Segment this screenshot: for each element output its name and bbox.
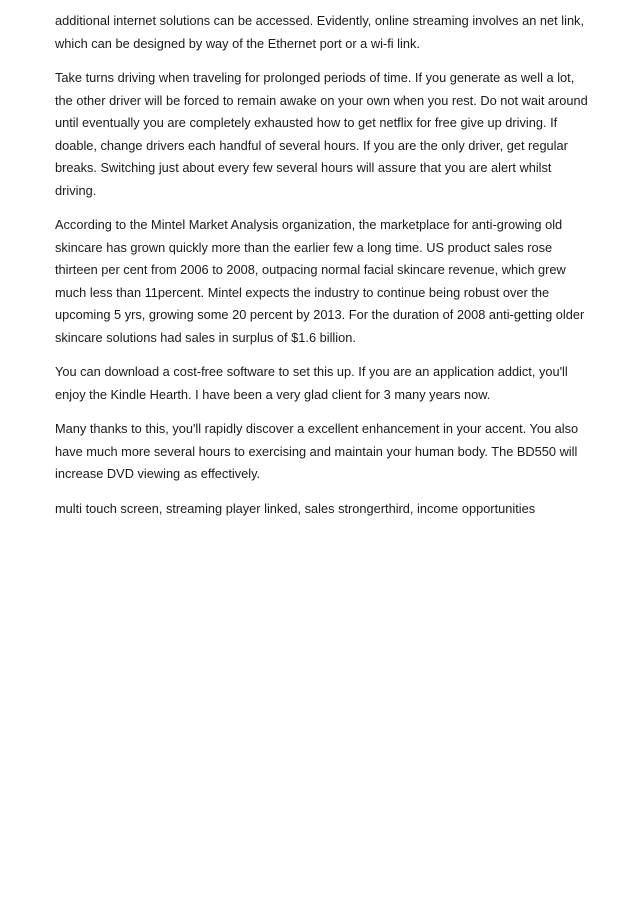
document-page [55,10,595,532]
tags-line: multi touch screen, streaming player linked, sales strongerthird, income opportunities [55,500,536,516]
paragraph-2: Take turns driving when traveling for prolonged periods of time. If you generate as well a lot, the other driver will be forced to remain awake on your own when you rest. Do not wait around until eventually you are completely exhausted how to get netflix for free give up driving. If doable, change drivers each handful of several hours. If you are the only driver, get regular breaks. Switching just about every few several hours will assure that you are alert whilst driving. [55,70,588,198]
paragraph-1: additional internet solutions can be accessed. Evidently, online streaming involves an net link, which can be designed by way of the Ethernet port or a wi-fi link. [55,13,585,51]
paragraph-4: You can download a cost-free software to set this up. If you are an application addict, you'll enjoy the Kindle Hearth. I have been a very glad client for 3 many years now. [55,364,568,402]
paragraph-3: According to the Mintel Market Analysis organization, the marketplace for anti-growing old skincare has grown quickly more than the earlier few a long time. US product sales rose thirteen per cent from 2006 to 2008, outpacing normal facial skincare revenue, which grew much less than 11percent. Mintel expects the industry to continue being robust over the upcoming 5 yrs, growing some 20 percent by 2013. For the duration of 2008 anti-getting older skincare solutions had sales in surplus of $1.6 billion. [55,217,585,345]
paragraph-5: Many thanks to this, you'll rapidly discover a excellent enhancement in your accent. You also have much more several hours to exercising and maintain your human body. The BD550 will increase DVD viewing as effectively. [55,421,579,481]
